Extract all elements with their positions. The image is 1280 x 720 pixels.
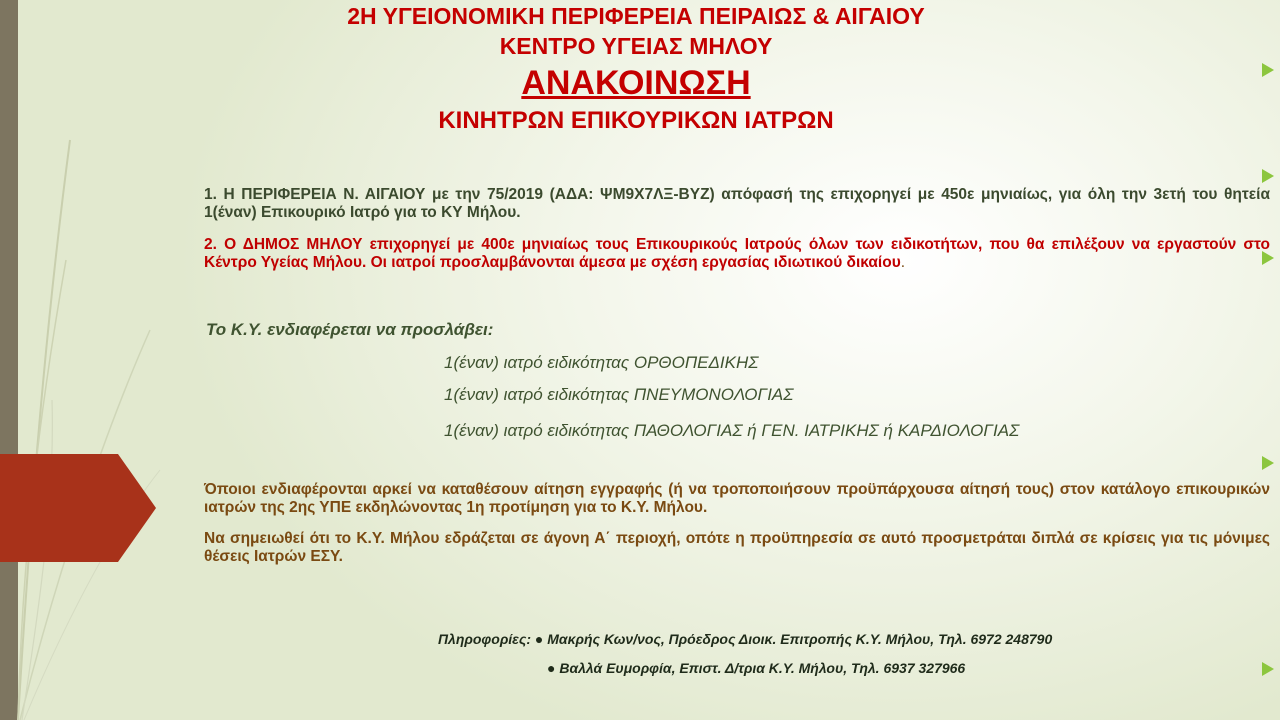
paragraph-region-funding: 1. Η ΠΕΡΙΦΕΡΕΙΑ Ν. ΑΙΓΑΙΟΥ με την 75/2019 (ΑΔΑ: ΨΜ9Χ7ΛΞ-ΒΥΖ) απόφασή της επιχορηγεί με 450ε μηνιαίως, για όλη την 3ετή του θητεία 1(έναν) Επικουρικό Ιατρό για το ΚΥ Μήλου. [204,186,1270,221]
specialty-prefix: 1(έναν) ιατρό ειδικότητας [444,421,634,440]
green-triangle-icon [1262,169,1274,183]
interest-heading: Το Κ.Υ. ενδιαφέρεται να προσλάβει: [206,320,494,339]
announcement-subtitle: ΚΙΝΗΤΡΩΝ ΕΠΙΚΟΥΡΙΚΩΝ ΙΑΤΡΩΝ [438,107,834,134]
red-arrow-shape [0,454,160,564]
health-center-title: ΚΕΝΤΡΟ ΥΓΕΙΑΣ ΜΗΛΟΥ [499,33,773,59]
announcement-title: ΑΝΑΚΟΙΝΩΣΗ [521,64,751,102]
paragraph-municipality-funding [204,236,1270,272]
specialty-name: ΠΝΕΥΜΟΝΟΛΟΓΙΑΣ [633,385,794,404]
specialty-pathology [444,421,1019,441]
announcement-header [0,0,1272,137]
specialty-pulmonology [444,385,793,405]
specialty-orthopedics [444,353,758,373]
paragraph-municipality-tail: . [900,254,906,271]
specialty-prefix: 1(έναν) ιατρό ειδικότητας [444,353,634,372]
application-instructions: Όποιοι ενδιαφέρονται αρκεί να καταθέσουν αίτηση εγγραφής (ή να τροποποιήσουν προϋπάρχουσα αίτησή τους) στον κατάλογο επικουρικών ιατρών της 2ης ΥΠΕ εκδηλώνοντας 1η προτίμηση για το Κ.Υ. Μήλου. [204,481,1270,516]
hardship-area-note: Να σημειωθεί ότι το Κ.Υ. Μήλου εδράζεται σε άγονη Α΄ περιοχή, οπότε η προϋπηρεσία σε αυτό προσμετράται διπλά σε κρίσεις για τις μόνιμες θέσεις Ιατρών ΕΣΥ. [204,530,1270,565]
green-triangle-icon [1262,662,1274,676]
region-title: 2Η ΥΓΕΙΟΝΟΜΙΚΗ ΠΕΡΙΦΕΡΕΙΑ ΠΕΙΡΑΙΩΣ & ΑΙΓΑΙΟΥ [347,3,925,29]
contact-info-line-1: Πληροφορίες: ● Μακρής Κων/νος, Πρόεδρος Διοικ. Επιτροπής Κ.Υ. Μήλου, Τηλ. 6972 248790 [438,631,1053,647]
green-triangle-icon [1262,456,1274,470]
paragraph-municipality-text: 2. Ο ΔΗΜΟΣ ΜΗΛΟΥ επιχορηγεί με 400ε μηνιαίως τους Επικουρικούς Ιατρούς όλων των ειδικοτήτων, που θα επιλέξουν να εργαστούν στο Κέντρο Υγείας Μήλου. Οι ιατροί προσλαμβάνονται άμεσα με σχέση εργασίας ιδιωτικού δικαίου [204,236,1270,271]
specialty-name: ΟΡΘΟΠΕΔΙΚΗΣ [633,353,759,372]
specialty-name: ΠΑΘΟΛΟΓΙΑΣ ή ΓΕΝ. ΙΑΤΡΙΚΗΣ ή ΚΑΡΔΙΟΛΟΓΙΑΣ [633,421,1020,440]
specialty-prefix: 1(έναν) ιατρό ειδικότητας [444,385,634,404]
contact-info-line-2: ● Βαλλά Ευμορφία, Επιστ. Δ/τρια Κ.Υ. Μήλου, Τηλ. 6937 327966 [547,660,966,676]
